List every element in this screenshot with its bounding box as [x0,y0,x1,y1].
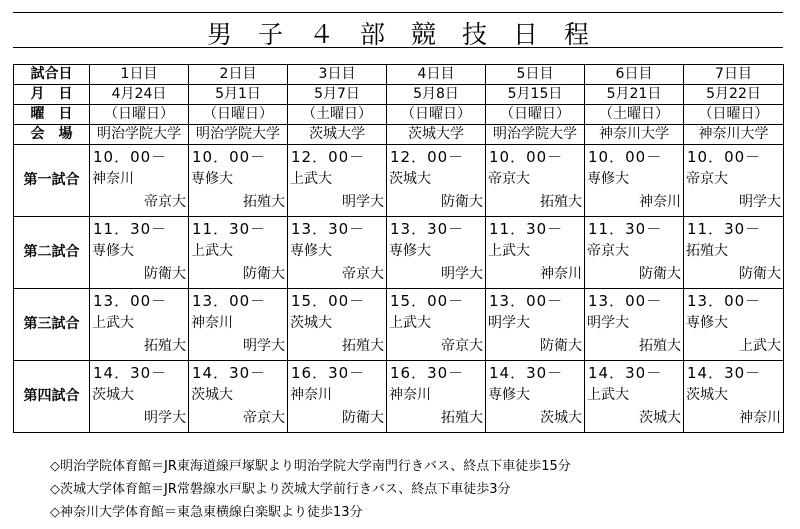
game-label: 第二試合 [14,217,90,289]
venue-cell: 神奈川大学 [585,125,684,145]
match-time: 10．00－ [192,148,267,166]
match-away-team: 拓殖大 [144,338,186,354]
match-away-team: 明学大 [739,194,781,210]
venue-cell: 明治学院大学 [486,125,585,145]
match-away-team: 防衛大 [540,338,582,354]
match-home-team: 帝京大 [686,171,728,187]
match-time: 10．00－ [588,148,663,166]
match-away-team: 上武大 [739,338,781,354]
venue-row [14,125,784,145]
weekday-cell: （日曜日） [684,105,784,125]
match-away-team: 神奈川 [739,410,781,426]
match-home-team: 専修大 [191,171,233,187]
day-cell: 5日目 [486,65,585,85]
note-line: ◇神奈川大学体育館＝東急東横線白楽駅より徒歩13分 [50,505,363,520]
match-time: 13．00－ [588,292,663,310]
match-away-team: 明学大 [243,338,285,354]
match-home-team: 神奈川 [191,315,233,331]
match-home-team: 神奈川 [290,387,332,403]
match-away-team: 防衛大 [144,266,186,282]
match-cell [585,145,684,217]
date-cell: 5月21日 [585,85,684,105]
match-away-team: 茨城大 [540,410,582,426]
match-cell [189,289,288,361]
match-home-team: 専修大 [92,243,134,259]
match-day-label: 試合日 [14,65,90,85]
match-time: 16．30－ [291,364,366,382]
match-time: 13．00－ [192,292,267,310]
match-cell [387,361,486,433]
match-home-team: 明学大 [488,315,530,331]
match-away-team: 防衛大 [441,194,483,210]
game-row [14,217,784,289]
game-label: 第一試合 [14,145,90,217]
match-away-team: 明学大 [144,410,186,426]
match-away-team: 拓殖大 [342,338,384,354]
match-time: 12．00－ [390,148,465,166]
match-time: 10．00－ [687,148,762,166]
match-home-team: 上武大 [191,243,233,259]
match-cell [387,217,486,289]
weekday-cell: （土曜日） [288,105,387,125]
match-away-team: 帝京大 [342,266,384,282]
match-away-team: 茨城大 [639,410,681,426]
venue-notes [50,455,571,524]
date-cell: 5月8日 [387,85,486,105]
match-cell [288,217,387,289]
match-home-team: 専修大 [389,243,431,259]
match-cell [288,361,387,433]
game-row [14,289,784,361]
match-away-team: 防衛大 [739,266,781,282]
match-time: 10．00－ [93,148,168,166]
match-away-team: 拓殖大 [243,194,285,210]
match-cell [387,145,486,217]
match-cell [486,361,585,433]
day-cell: 7日目 [684,65,784,85]
game-label: 第三試合 [14,289,90,361]
weekday-label: 曜 日 [14,105,90,125]
match-home-team: 神奈川 [92,171,134,187]
match-time: 14．30－ [192,364,267,382]
match-away-team: 帝京大 [243,410,285,426]
match-cell [486,289,585,361]
match-away-team: 帝京大 [144,194,186,210]
day-cell: 3日目 [288,65,387,85]
match-cell [90,289,189,361]
match-cell [90,361,189,433]
match-away-team: 防衛大 [243,266,285,282]
match-cell [189,145,288,217]
match-time: 14．30－ [489,364,564,382]
match-cell [585,217,684,289]
day-cell: 2日目 [189,65,288,85]
match-time: 14．30－ [93,364,168,382]
match-home-team: 専修大 [290,243,332,259]
match-time: 14．30－ [687,364,762,382]
match-cell [288,145,387,217]
venue-cell: 茨城大学 [387,125,486,145]
day-cell: 1日目 [90,65,189,85]
match-away-team: 拓殖大 [540,194,582,210]
weekday-cell: （日曜日） [90,105,189,125]
note-line: ◇茨城大学体育館＝JR常磐線水戸駅より茨城大学前行きバス、終点下車徒歩3分 [50,482,511,497]
match-home-team: 上武大 [389,315,431,331]
game-row [14,145,784,217]
match-cell [90,145,189,217]
match-home-team: 専修大 [587,171,629,187]
match-home-team: 神奈川 [389,387,431,403]
match-time: 13．00－ [489,292,564,310]
game-label: 第四試合 [14,361,90,433]
match-home-team: 拓殖大 [686,243,728,259]
match-cell [585,289,684,361]
venue-cell: 茨城大学 [288,125,387,145]
date-label: 月 日 [14,85,90,105]
match-home-team: 明学大 [587,315,629,331]
match-time: 13．30－ [390,220,465,238]
game-row [14,361,784,433]
match-away-team: 防衛大 [342,410,384,426]
day-cell: 4日目 [387,65,486,85]
venue-cell: 明治学院大学 [90,125,189,145]
match-home-team: 茨城大 [389,171,431,187]
match-home-team: 茨城大 [686,387,728,403]
match-away-team: 帝京大 [441,338,483,354]
match-home-team: 専修大 [686,315,728,331]
match-time: 11．30－ [489,220,564,238]
match-away-team: 明学大 [342,194,384,210]
page-title: 男子４部競技日程 [206,20,615,49]
match-cell [486,145,585,217]
match-away-team: 拓殖大 [441,410,483,426]
match-cell [189,361,288,433]
venue-cell: 神奈川大学 [684,125,784,145]
date-cell: 5月22日 [684,85,784,105]
day-cell: 6日目 [585,65,684,85]
weekday-cell: （土曜日） [585,105,684,125]
match-cell [90,217,189,289]
date-cell: 4月24日 [90,85,189,105]
note-line: ◇明治学院体育館＝JR東海道線戸塚駅より明治学院大学南門行きバス、終点下車徒歩15分 [50,459,571,474]
match-cell [684,289,784,361]
date-cell: 5月7日 [288,85,387,105]
date-row [14,85,784,105]
weekday-cell: （日曜日） [189,105,288,125]
match-cell [486,217,585,289]
match-time: 14．30－ [588,364,663,382]
match-away-team: 拓殖大 [639,338,681,354]
match-time: 13．00－ [93,292,168,310]
games-body [14,145,784,433]
match-away-team: 神奈川 [639,194,681,210]
match-time: 16．30－ [390,364,465,382]
match-home-team: 茨城大 [191,387,233,403]
match-home-team: 上武大 [488,243,530,259]
weekday-row [14,105,784,125]
match-cell [288,289,387,361]
match-home-team: 上武大 [290,171,332,187]
match-time: 11．30－ [192,220,267,238]
match-home-team: 茨城大 [290,315,332,331]
match-time: 11．30－ [588,220,663,238]
match-time: 11．30－ [687,220,762,238]
match-away-team: 明学大 [441,266,483,282]
match-time: 15．00－ [390,292,465,310]
weekday-cell: （日曜日） [486,105,585,125]
match-home-team: 上武大 [587,387,629,403]
date-cell: 5月15日 [486,85,585,105]
title-bar [13,12,783,48]
match-cell [585,361,684,433]
date-cell: 5月1日 [189,85,288,105]
match-cell [189,217,288,289]
match-day-row [14,65,784,85]
match-away-team: 神奈川 [540,266,582,282]
weekday-cell: （日曜日） [387,105,486,125]
match-home-team: 上武大 [92,315,134,331]
venue-cell: 明治学院大学 [189,125,288,145]
venue-label: 会 場 [14,125,90,145]
match-home-team: 帝京大 [587,243,629,259]
match-cell [684,217,784,289]
match-cell [684,361,784,433]
match-time: 10．00－ [489,148,564,166]
match-cell [387,289,486,361]
match-away-team: 防衛大 [639,266,681,282]
match-time: 15．00－ [291,292,366,310]
match-home-team: 帝京大 [488,171,530,187]
match-time: 13．30－ [291,220,366,238]
match-cell [684,145,784,217]
schedule-table [13,64,784,433]
match-time: 12．00－ [291,148,366,166]
match-home-team: 専修大 [488,387,530,403]
match-time: 11．30－ [93,220,168,238]
match-home-team: 茨城大 [92,387,134,403]
match-time: 13．00－ [687,292,762,310]
